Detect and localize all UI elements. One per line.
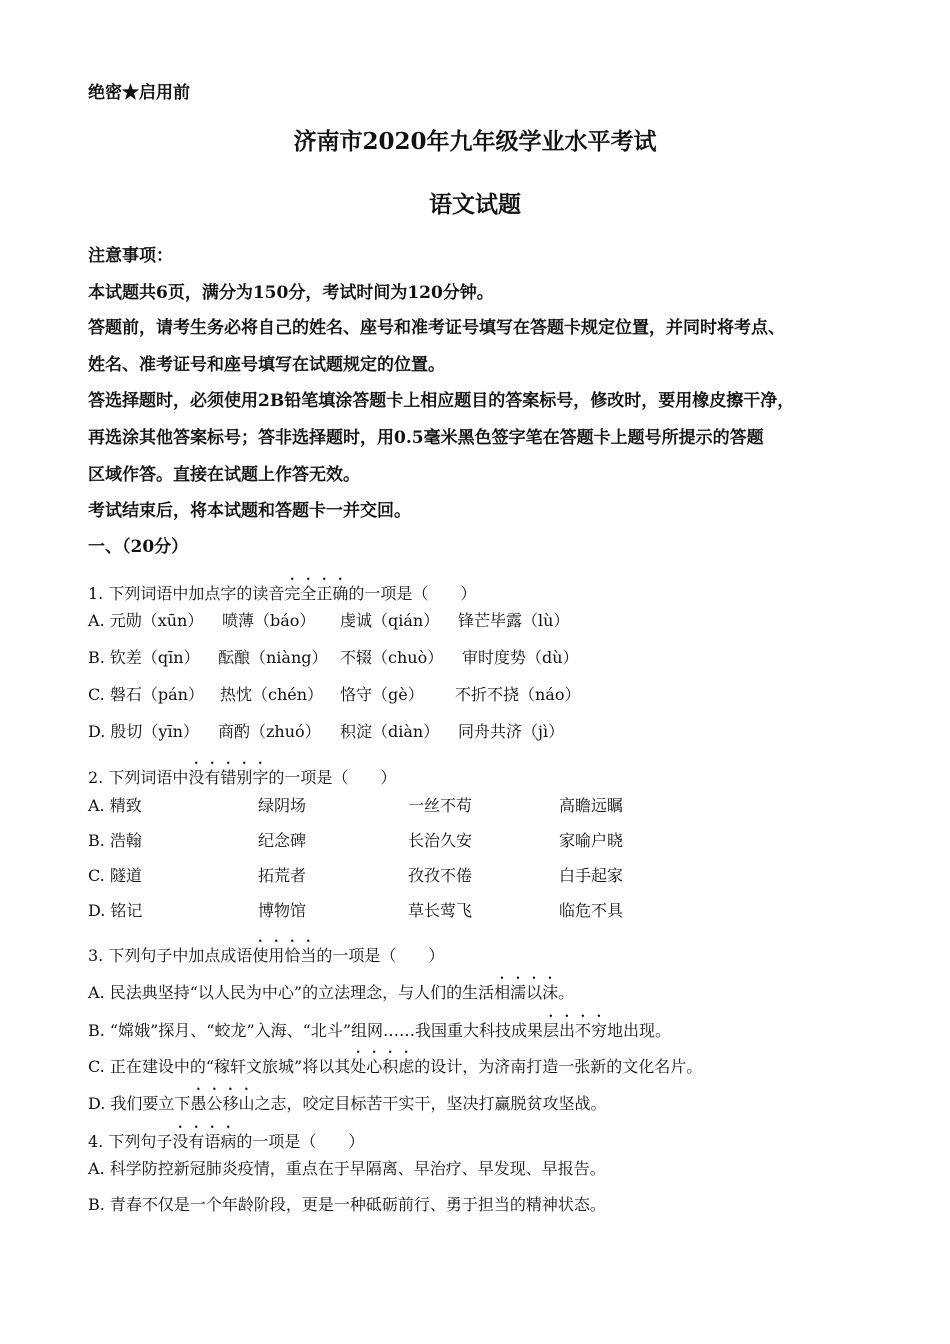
q1-option-a: A. 元勋（xūn） [88, 611, 204, 630]
notice-line: 答选择题时，必须使用2B铅笔填涂答题卡上相应题目的答案标号，修改时，要用橡皮擦干净， [88, 391, 795, 411]
q3-option-c: C. 正在建设中的“稼轩文旅城”将以其处心积虑的设计，为济南打造一张新的文化名片。 [88, 1057, 703, 1076]
q1-option-a: 锋芒毕露（lù） [458, 611, 570, 630]
notice-line: 区域作答。直接在试题上作答无效。 [88, 465, 360, 485]
emphasis-text: 愚公移山 [190, 1094, 255, 1113]
q1-option-d: 商酌（zhuó） [218, 722, 321, 741]
q2-option-d: 博物馆 [258, 901, 307, 920]
secret-label: 绝密★启用前 [88, 83, 190, 103]
q2-option-a: 高瞻远瞩 [559, 796, 624, 815]
q2-option-b: 长治久安 [408, 831, 473, 850]
q1-option-b: 不辍（chuò） [340, 648, 444, 667]
q1-option-d: D. 殷切（yīn） [88, 722, 199, 741]
q4-option-b: B. 青春不仅是一个年龄阶段，更是一种砥砺前行、勇于担当的精神状态。 [88, 1195, 606, 1214]
q1-option-a: 喷薄（báo） [222, 611, 316, 630]
q4-option-a: A. 科学防控新冠肺炎疫情，重点在于早隔离、早治疗、早发现、早报告。 [88, 1159, 606, 1178]
exam-title: 济南市2020年九年级学业水平考试 [293, 128, 657, 155]
question-1-stem: 1. 下列词语中加点字的读音完全正确的一项是（ ） [88, 584, 477, 603]
notice-line: 本试题共6页，满分为150分，考试时间为120分钟。 [88, 283, 494, 303]
q1-option-d: 积淀（diàn） [340, 722, 440, 741]
emphasis-text: 层出不穷 [543, 1021, 608, 1040]
notice-heading: 注意事项： [88, 246, 173, 266]
q2-option-b: 纪念碑 [258, 831, 307, 850]
q2-option-d: 临危不具 [559, 901, 624, 920]
emphasis-text: 相濡以沫 [494, 983, 559, 1002]
question-4-stem: 4. 下列句子没有语病的一项是（ ） [88, 1132, 365, 1151]
q2-option-a: 一丝不苟 [408, 796, 473, 815]
emphasis-text: 没有错别字 [188, 768, 269, 787]
q2-option-d: D. 铭记 [88, 901, 143, 920]
q2-option-c: 孜孜不倦 [408, 866, 473, 885]
q1-option-c: C. 磐石（pán） [88, 685, 204, 704]
q1-option-b: 酝酿（niàng） [218, 648, 328, 667]
q2-option-c: C. 隧道 [88, 866, 142, 885]
emphasis-text: 完全正确 [284, 584, 349, 603]
q1-option-c: 恪守（gè） [340, 685, 424, 704]
q3-option-b: B. “嫦娥”探月、“蛟龙”入海、“北斗”组网……我国重大科技成果层出不穷地出现。 [88, 1021, 672, 1040]
q2-option-c: 白手起家 [559, 866, 624, 885]
q1-option-b: 审时度势（dù） [462, 648, 579, 667]
q2-option-a: A. 精致 [88, 796, 142, 815]
emphasis-text: 处心积虑 [350, 1057, 415, 1076]
q3-option-a: A. 民法典坚持“以人民为中心”的立法理念，与人们的生活相濡以沫。 [88, 983, 575, 1002]
q1-option-c: 热忱（chén） [220, 685, 324, 704]
question-2-stem: 2. 下列词语中没有错别字的一项是（ ） [88, 768, 397, 787]
q2-option-b: 家喻户晓 [559, 831, 624, 850]
q2-option-b: B. 浩翰 [88, 831, 142, 850]
subject-title: 语文试题 [429, 191, 521, 218]
notice-line: 再选涂其他答案标号；答非选择题时，用0.5毫米黑色签字笔在答题卡上题号所提示的答题 [88, 428, 764, 448]
notice-line: 答题前，请考生务必将自己的姓名、座号和准考证号填写在答题卡规定位置，并同时将考点、 [88, 318, 785, 338]
q1-option-c: 不折不挠（náo） [455, 685, 581, 704]
notice-line: 考试结束后，将本试题和答题卡一并交回。 [88, 501, 411, 521]
notice-line: 姓名、准考证号和座号填写在试题规定的位置。 [88, 355, 445, 375]
q2-option-d: 草长莺飞 [408, 901, 473, 920]
section-heading: 一、（20分） [88, 537, 189, 557]
emphasis-text: 没有语病 [172, 1132, 237, 1151]
question-3-stem: 3. 下列句子中加点成语使用恰当的一项是（ ） [88, 946, 445, 965]
q1-option-d: 同舟共济（jì） [458, 722, 565, 741]
q3-option-d: D. 我们要立下愚公移山之志，咬定目标苦干实干，坚决打赢脱贫攻坚战。 [88, 1094, 607, 1113]
q2-option-c: 拓荒者 [258, 866, 307, 885]
q1-option-a: 虔诚（qián） [340, 611, 440, 630]
emphasis-text: 使用恰当 [252, 946, 317, 965]
q1-option-b: B. 钦差（qīn） [88, 648, 200, 667]
q2-option-a: 绿阴场 [258, 796, 307, 815]
